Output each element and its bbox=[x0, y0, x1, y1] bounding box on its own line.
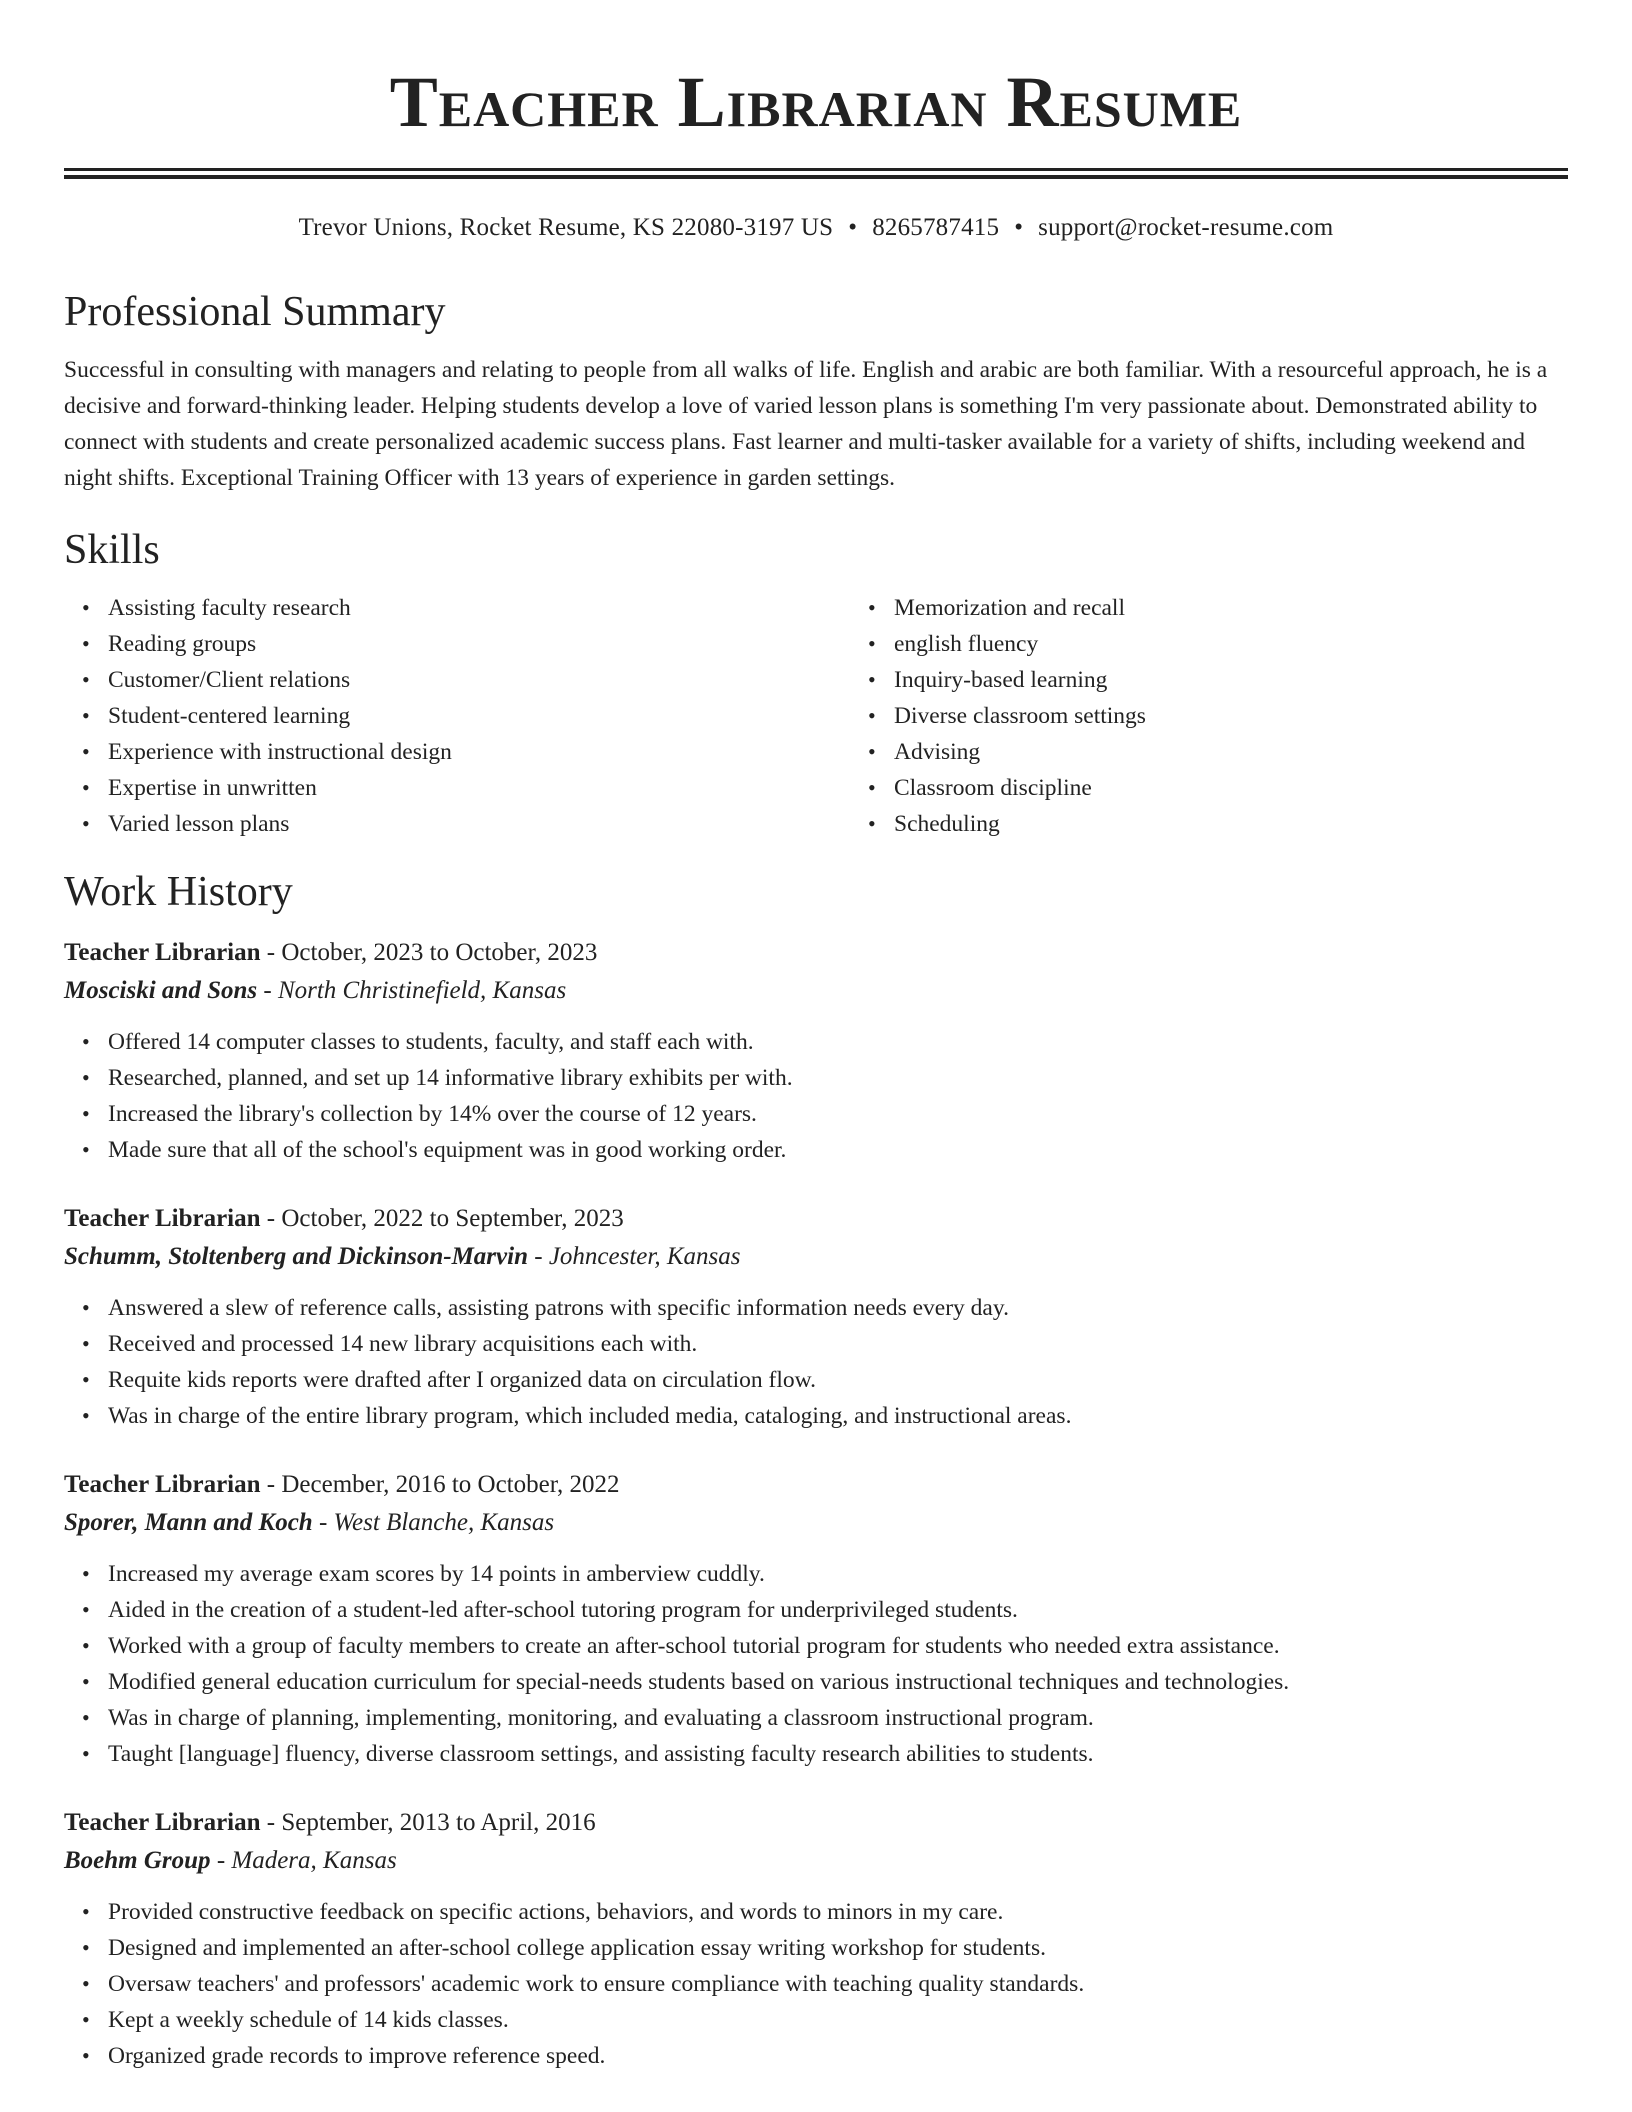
skill-item: • Expertise in unwritten bbox=[108, 770, 850, 806]
job-dates: October, 2022 to September, 2023 bbox=[281, 1205, 624, 1232]
title-double-rule bbox=[64, 168, 1568, 179]
contact-phone: 8265787415 bbox=[872, 214, 1000, 241]
resume-page bbox=[64, 0, 1568, 2074]
skills-list-left bbox=[64, 590, 850, 842]
skill-item: • Diverse classroom settings bbox=[894, 698, 1632, 734]
job-bullet: • Kept a weekly schedule of 14 kids classes. bbox=[108, 2002, 1568, 2038]
contact-email: support@rocket-resume.com bbox=[1038, 214, 1334, 241]
job-role: Teacher Librarian bbox=[64, 939, 261, 966]
job-bullets bbox=[64, 1556, 1568, 1772]
job-company-line bbox=[64, 972, 1568, 1010]
job-company: Sporer, Mann and Koch bbox=[64, 1509, 313, 1536]
skill-item: • Reading groups bbox=[108, 626, 850, 662]
work-history-list bbox=[64, 934, 1568, 2074]
skill-item: • Experience with instructional design bbox=[108, 734, 850, 770]
work-history-heading: Work History bbox=[64, 869, 293, 915]
job-bullets bbox=[64, 1290, 1568, 1434]
job-entry bbox=[64, 934, 1568, 1168]
job-dates: October, 2023 to October, 2023 bbox=[281, 939, 598, 966]
job-location: Johncester, Kansas bbox=[548, 1243, 741, 1270]
job-bullets bbox=[64, 1894, 1568, 2074]
job-bullet: • Requite kids reports were drafted after I organized data on circulation flow. bbox=[108, 1362, 1568, 1398]
job-bullet: • Increased my average exam scores by 14 points in amberview cuddly. bbox=[108, 1556, 1568, 1592]
job-bullet: • Made sure that all of the school's equipment was in good working order. bbox=[108, 1132, 1568, 1168]
job-dates: December, 2016 to October, 2022 bbox=[281, 1471, 620, 1498]
job-company-line bbox=[64, 1842, 1568, 1880]
job-company: Mosciski and Sons bbox=[64, 977, 258, 1004]
job-role: Teacher Librarian bbox=[64, 1471, 261, 1498]
job-dash: - bbox=[260, 1809, 282, 1836]
job-location: North Christinefield, Kansas bbox=[277, 977, 567, 1004]
job-company: Boehm Group bbox=[64, 1847, 211, 1874]
skills-columns bbox=[64, 590, 1568, 842]
job-bullet: • Increased the library's collection by 14% over the course of 12 years. bbox=[108, 1096, 1568, 1132]
job-bullet: • Aided in the creation of a student-led after-school tutoring program for underprivileged students. bbox=[108, 1592, 1568, 1628]
job-bullet: • Provided constructive feedback on specific actions, behaviors, and words to minors in my care. bbox=[108, 1894, 1568, 1930]
job-entry bbox=[64, 1200, 1568, 1434]
skill-item: • Scheduling bbox=[894, 806, 1632, 842]
skill-item: • Customer/Client relations bbox=[108, 662, 850, 698]
job-title-line bbox=[64, 1200, 1568, 1238]
skill-item: • Memorization and recall bbox=[894, 590, 1632, 626]
job-bullet: • Designed and implemented an after-school college application essay writing workshop for students. bbox=[108, 1930, 1568, 1966]
skill-item: • Student-centered learning bbox=[108, 698, 850, 734]
job-company-line bbox=[64, 1238, 1568, 1276]
summary-text: Successful in consulting with managers and relating to people from all walks of life. English and arabic are both familiar. With a resourceful approach, he is a decisive and forward-thinking leader. Helping students develop a love of varied lesson plans is something I'm very passionate about. Demonstrated ability to connect with students and create personalized academic success plans. Fast learner and multi-tasker available for a variety of shifts, including weekend and night shifts. Exceptional Training Officer with 13 years of experience in garden settings. bbox=[64, 357, 1548, 491]
resume-title: Teacher Librarian Resume bbox=[389, 62, 1243, 142]
job-bullet: • Was in charge of the entire library program, which included media, cataloging, and instructional areas. bbox=[108, 1398, 1568, 1434]
contact-separator: • bbox=[848, 214, 858, 241]
job-bullet: • Offered 14 computer classes to students, faculty, and staff each with. bbox=[108, 1024, 1568, 1060]
job-bullets bbox=[64, 1024, 1568, 1168]
job-bullet: • Taught [language] fluency, diverse classroom settings, and assisting faculty research abilities to students. bbox=[108, 1736, 1568, 1772]
job-bullet: • Received and processed 14 new library acquisitions each with. bbox=[108, 1326, 1568, 1362]
contact-line bbox=[64, 212, 1568, 244]
summary-heading: Professional Summary bbox=[64, 289, 446, 335]
skill-item: • Advising bbox=[894, 734, 1632, 770]
skills-heading: Skills bbox=[64, 527, 160, 573]
job-entry bbox=[64, 1466, 1568, 1772]
job-dash: - bbox=[312, 1509, 334, 1536]
job-location: West Blanche, Kansas bbox=[333, 1509, 555, 1536]
skill-item: • Varied lesson plans bbox=[108, 806, 850, 842]
job-role: Teacher Librarian bbox=[64, 1809, 261, 1836]
job-dash: - bbox=[210, 1847, 232, 1874]
job-entry bbox=[64, 1804, 1568, 2074]
job-bullet: • Worked with a group of faculty members to create an after-school tutorial program for students who needed extra assistance. bbox=[108, 1628, 1568, 1664]
job-dash: - bbox=[260, 1471, 282, 1498]
job-bullet: • Researched, planned, and set up 14 informative library exhibits per with. bbox=[108, 1060, 1568, 1096]
job-title-line bbox=[64, 1804, 1568, 1842]
skill-item: • Classroom discipline bbox=[894, 770, 1632, 806]
job-dash: - bbox=[260, 1205, 282, 1232]
contact-separator: • bbox=[1014, 214, 1024, 241]
job-title-line bbox=[64, 1466, 1568, 1504]
skills-list-right bbox=[850, 590, 1632, 842]
job-company: Schumm, Stoltenberg and Dickinson-Marvin bbox=[64, 1243, 528, 1270]
job-dash: - bbox=[257, 977, 278, 1004]
job-location: Madera, Kansas bbox=[231, 1847, 397, 1874]
job-dash: - bbox=[527, 1243, 549, 1270]
skill-item: • english fluency bbox=[894, 626, 1632, 662]
job-company-line bbox=[64, 1504, 1568, 1542]
job-dash: - bbox=[260, 939, 282, 966]
skill-item: • Inquiry-based learning bbox=[894, 662, 1632, 698]
job-bullet: • Answered a slew of reference calls, assisting patrons with specific information needs every day. bbox=[108, 1290, 1568, 1326]
contact-address: Trevor Unions, Rocket Resume, KS 22080-3197 US bbox=[298, 214, 834, 241]
skill-item: • Assisting faculty research bbox=[108, 590, 850, 626]
job-bullet: • Modified general education curriculum for special-needs students based on various instructional techniques and technologies. bbox=[108, 1664, 1568, 1700]
job-bullet: • Organized grade records to improve reference speed. bbox=[108, 2038, 1568, 2074]
job-title-line bbox=[64, 934, 1568, 972]
job-bullet: • Oversaw teachers' and professors' academic work to ensure compliance with teaching quality standards. bbox=[108, 1966, 1568, 2002]
job-dates: September, 2013 to April, 2016 bbox=[281, 1809, 596, 1836]
job-role: Teacher Librarian bbox=[64, 1205, 261, 1232]
job-bullet: • Was in charge of planning, implementing, monitoring, and evaluating a classroom instructional program. bbox=[108, 1700, 1568, 1736]
